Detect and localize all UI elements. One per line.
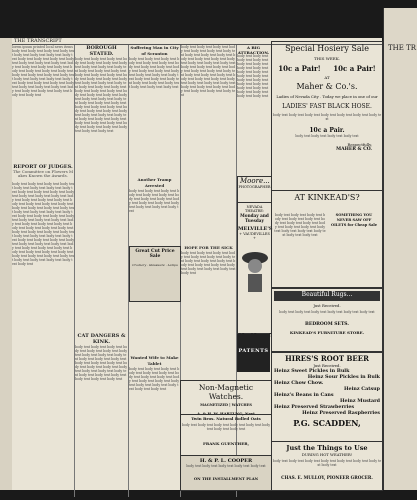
attraction-text: body text body text body text body text body text body text body text body text body text body text body text body text body text body text body text body text body text body text body text body text body text body text [237, 54, 269, 98]
newspaper-page [12, 38, 382, 490]
ad-text: BEDROOM SETS. [305, 322, 349, 327]
ad-title: Just the Things to Use [286, 444, 368, 452]
ad-text: FRANK GUENTHER, [203, 441, 249, 446]
ad-text: OILETS for Cheap Sale [330, 223, 378, 227]
column-2 [75, 45, 129, 497]
ad-title: HIRES'S ROOT BEER [285, 354, 369, 363]
furniture-ad [271, 288, 383, 352]
ad-text: body text body text body text body text body text body text body text body text body text body text body text body text body text body text body text body text body text body text [274, 213, 326, 237]
ad-text: Just Received. [313, 303, 341, 308]
portrait-illustration [240, 244, 270, 294]
column-text: lorem ipsum printed local news items body text body text body text body text body text body text body text body text body text body text body text body text body text body text body text body text body text body text body text body text body text body text body text body text body text body text body text body text body text body text body text body text body text body text body text body text body text body text body text body text body text body text body text body text [12, 45, 74, 97]
column-heading: REPORT OF JUDGES. [13, 164, 73, 170]
column-text: body text body text body text body text body text body text body text body text body text body text body text body text body text body text body text body text body text body text body text body text body text body text body text body text body text body text body text body text body text body text body text body text body text body text body text body text body text body text body text body text body text body text body text body text body text body text body text body text body text body text body text body text body text body text body text body text body text body text body text body text body text body text body text body text body text body text body text body text body text body text body text body text body text body text body text body text body text body text [12, 182, 74, 266]
cooper-ad [180, 455, 272, 491]
column-heading: Wanted Wife to Make Tablet [130, 355, 179, 366]
column-text: body text body text body text body text body text body text body text body text body text body text body text body text body text body text body text body text body text body text body text body text body text body text body text body text body text body text body text body text body text body text body text body text body text body text body text body text body text body text body text body text body text [181, 45, 236, 97]
product-line: Heinz Sour Pickles in Bulk [307, 374, 380, 380]
column-heading: BOROUGH STATED. [86, 45, 117, 57]
ad-text: NEVADA THEATRE: [245, 205, 264, 213]
watches-ad [180, 380, 272, 415]
next-page-masthead: THE TR [388, 44, 417, 52]
ad-text: Monday and Tuesday [240, 213, 269, 223]
kinkead-ad [271, 190, 383, 288]
column-text: body text body text body text body text body text body text body text body text body text body text body text body text body text body text body text body text [129, 189, 180, 213]
product-line: Heinz Catsup [344, 386, 380, 392]
oats-ad [180, 414, 272, 456]
ad-text: Ladies of Nevada City . Today we place in one of our [276, 94, 378, 99]
grocer-ad [271, 352, 383, 442]
hosiery-ad [271, 41, 383, 191]
cut-price-ad [129, 246, 181, 302]
ad-title: Beautiful Rugs... [274, 291, 380, 301]
product-line: Heinz Preserved Strawberries [274, 404, 355, 410]
column-text: body text body text body text body text body text body text body text body text body text body text body text body text body text body text body text body text body text body text [181, 251, 236, 275]
product-line: Heinz Chow Chow. [274, 380, 324, 386]
product-line: Heinz Mustard [340, 398, 380, 404]
ad-text: NEVER SAW OFF [336, 218, 372, 222]
ad-text: body text body text body text body text body text body text body text [272, 113, 382, 121]
ad-text: Crockery · Glassware · Lamps [132, 263, 178, 267]
column-subheading: The Committee on Flowers Makes Known the Awards. [12, 169, 74, 178]
ad-title: Great Cut Price Sale [135, 249, 175, 259]
ad-text: + VAUDEVILLES + [239, 232, 270, 240]
price-text: 10c a Pair! [278, 64, 321, 73]
ad-title: H. & P. L. COOPER [199, 458, 253, 464]
ad-text: ON THE INSTALLMENT PLAN [193, 476, 259, 481]
attraction-heading: A BIG ATTRACTION. [237, 45, 270, 55]
column-heading: Another Tramp Arrested [137, 177, 172, 188]
ad-text: body text body text body text body text body text body text body text body text [181, 423, 271, 431]
next-page-edge [383, 8, 417, 490]
ad-title: Twin Bros. Natural Rolled Oats [191, 416, 261, 421]
price-text: 10c a Pair. [309, 127, 345, 134]
ad-text: AT [324, 75, 330, 80]
column-1 [12, 45, 75, 497]
column-heading: HOPE FOR THE SICK [184, 245, 233, 250]
ad-text: PHOTOGRAPHER [238, 185, 271, 189]
product-line: Heinz Sweet Pickles in Bulk [274, 368, 350, 374]
theatre-ad [237, 202, 272, 334]
ad-title: Special Hosiery Sale [285, 44, 369, 53]
patents-ad [237, 334, 270, 372]
ad-title: Maher & Co.'s. [296, 82, 358, 91]
ad-text: Respectfully, [347, 142, 372, 147]
ad-text: DURING HOT WEATHER! [301, 452, 353, 457]
signature: MAHER & CO. [336, 147, 372, 152]
column-heading: Suffering Man in City of Scranton [130, 45, 179, 56]
price-text: 10c a Pair! [333, 64, 376, 73]
masthead: THE TRANSCRIPT [14, 38, 62, 44]
product-line: Heinz Preserved Raspberries [302, 410, 380, 416]
ad-text: MAGNETIZED | WATCHES [200, 403, 252, 407]
column-heading: CAT DANGERS & KINK. [77, 333, 126, 345]
ad-title: Moore... [240, 177, 270, 185]
ad-text: CHAS. E. MULLOY, PIONEER GROCER. [281, 475, 373, 480]
ad-text: body text body text body text body text body text body text body text body text [272, 459, 382, 467]
ad-title: LADIES' FAST BLACK HOSE. [282, 103, 372, 110]
moore-ad [237, 176, 272, 203]
ad-text: THIS WEEK. [314, 56, 340, 61]
ad-text: Just Received. [313, 363, 341, 368]
ad-text: body text body text body text body text body text body text [279, 310, 375, 314]
mulloy-ad [271, 441, 383, 491]
ad-title: Non-Magnetic Watches. [198, 383, 254, 401]
ad-text: body text body text body text body text [295, 134, 359, 138]
ad-text: body text body text body text body text body text [186, 464, 266, 468]
column-text: body text body text body text body text body text body text body text body text body text body text body text body text body text body text body text body text body text body text body text body text body text body text body text body text body text body text body text body text body text [75, 345, 128, 381]
ad-text: SOMETHING YOU [335, 213, 373, 217]
column-text: body text body text body text body text body text body text body text body text body text body text body text body text body text body text body text body text body text body text body text body text body text body text body text body text body text [129, 57, 180, 89]
ad-text: A. & H. W. HARTUNG, Next [197, 411, 255, 416]
ad-title: MELVILLE'S [238, 226, 273, 232]
ad-title: PATENTS [238, 348, 269, 354]
column-text: body text body text body text body text body text body text body text body text body text body text body text body text body text body text body text body text body text body text body text body text body text body text body text body text body text body text body text body text body text body text body text body text body text body text body text body text body text body text body text body text body text body text body text body text body text body text body text body text body text body text body text body text body text body text body text body text body text body text body text body text body text [75, 57, 128, 133]
ad-text: KINKEAD'S FURNITURE STORE. [289, 330, 365, 335]
ad-title: AT KINKEAD'S? [294, 193, 360, 202]
column-text: body text body text body text body text body text body text body text body text body text body text body text body text body text body text body text body text body text body text [129, 367, 180, 391]
product-line: Heinz's Beans in Cans [274, 392, 334, 398]
ad-title: P.G. SCADDEN, [293, 418, 361, 428]
